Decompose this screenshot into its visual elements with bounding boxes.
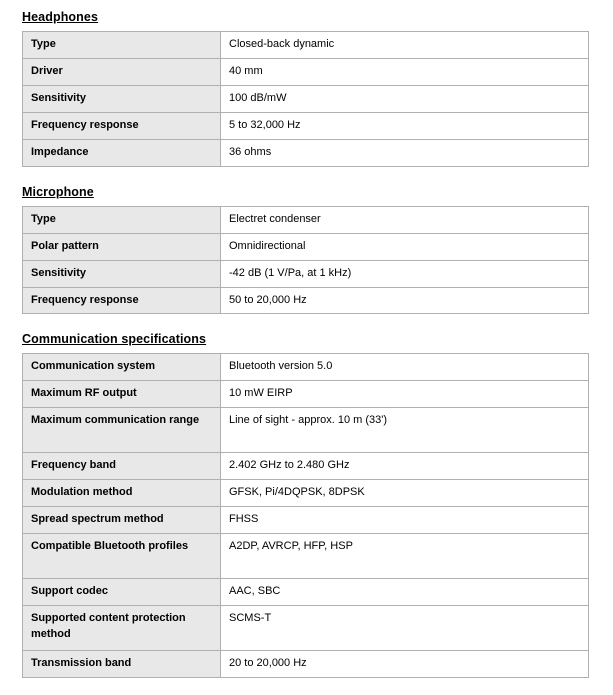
row-value: 5 to 32,000 Hz [221, 112, 589, 139]
row-value: 40 mm [221, 58, 589, 85]
section-title-microphone: Microphone [22, 184, 94, 199]
row-value: -42 dB (1 V/Pa, at 1 kHz) [221, 260, 589, 287]
row-label: Supported content protection method [23, 606, 221, 651]
row-label: Sensitivity [23, 85, 221, 112]
row-label: Impedance [23, 139, 221, 166]
section-title-communication: Communication specifications [22, 332, 207, 347]
row-value: Line of sight - approx. 10 m (33') [221, 408, 589, 453]
section-headphones [22, 10, 589, 167]
row-label: Type [23, 206, 221, 233]
row-value: 10 mW EIRP [221, 381, 589, 408]
section-communication [22, 332, 589, 678]
row-label: Communication system [23, 354, 221, 381]
row-value: A2DP, AVRCP, HFP, HSP [221, 534, 589, 579]
spec-table-communication [22, 353, 589, 678]
table-row [23, 507, 589, 534]
table-row [23, 453, 589, 480]
table-row [23, 606, 589, 651]
table-row [23, 354, 589, 381]
table-row [23, 480, 589, 507]
table-row [23, 579, 589, 606]
row-label: Polar pattern [23, 233, 221, 260]
row-label: Driver [23, 58, 221, 85]
row-label: Frequency band [23, 453, 221, 480]
row-label: Transmission band [23, 651, 221, 678]
spec-table-microphone [22, 206, 589, 315]
row-value: AAC, SBC [221, 579, 589, 606]
row-value: 20 to 20,000 Hz [221, 651, 589, 678]
table-row [23, 381, 589, 408]
table-row [23, 58, 589, 85]
row-label: Support codec [23, 579, 221, 606]
row-label: Maximum communication range [23, 408, 221, 453]
row-value: 100 dB/mW [221, 85, 589, 112]
row-value: 50 to 20,000 Hz [221, 287, 589, 314]
table-row [23, 287, 589, 314]
section-title-headphones: Headphones [22, 10, 99, 24]
table-row [23, 651, 589, 678]
table-row [23, 260, 589, 287]
row-label: Maximum RF output [23, 381, 221, 408]
row-value: 2.402 GHz to 2.480 GHz [221, 453, 589, 480]
section-microphone [22, 185, 589, 315]
table-row [23, 206, 589, 233]
row-value: Omnidirectional [221, 233, 589, 260]
table-row [23, 112, 589, 139]
row-value: Bluetooth version 5.0 [221, 354, 589, 381]
row-value: Electret condenser [221, 206, 589, 233]
row-value: SCMS-T [221, 606, 589, 651]
row-label: Frequency response [23, 287, 221, 314]
row-label: Frequency response [23, 112, 221, 139]
table-row [23, 139, 589, 166]
row-label: Spread spectrum method [23, 507, 221, 534]
row-label: Modulation method [23, 480, 221, 507]
spec-table-headphones [22, 31, 589, 167]
table-row [23, 534, 589, 579]
table-row [23, 85, 589, 112]
row-value: Closed-back dynamic [221, 32, 589, 59]
table-row [23, 233, 589, 260]
row-value: GFSK, Pi/4DQPSK, 8DPSK [221, 480, 589, 507]
row-value: FHSS [221, 507, 589, 534]
row-label: Compatible Bluetooth profiles [23, 534, 221, 579]
table-row [23, 408, 589, 453]
row-label: Sensitivity [23, 260, 221, 287]
table-row [23, 32, 589, 59]
row-label: Type [23, 32, 221, 59]
row-value: 36 ohms [221, 139, 589, 166]
